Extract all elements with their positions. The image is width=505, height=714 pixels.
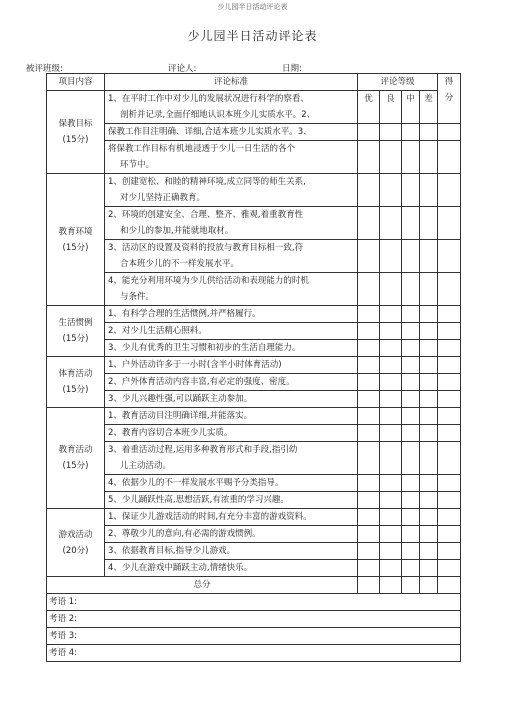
grade-cell[interactable]	[380, 306, 402, 323]
score-cell[interactable]	[438, 174, 461, 207]
category-cell	[47, 306, 105, 357]
item-header: 项目内容	[47, 74, 105, 91]
score-cell[interactable]	[438, 207, 461, 240]
criteria-line: 3、活动区的设置及资料的投放与教育目标相一致,符	[108, 243, 304, 253]
grade-cell[interactable]	[380, 124, 402, 141]
criteria-line: 3、少儿兴趣性强,可以踊跃主动参加。	[108, 394, 253, 404]
criteria-cell	[105, 526, 358, 543]
grade-cell[interactable]	[402, 509, 420, 526]
table-row	[47, 207, 461, 240]
criteria-line: 2、尊敬少儿的意向,有必需的游戏惯例。	[108, 529, 261, 539]
category-points: (15分)	[62, 334, 89, 344]
grade-cell[interactable]	[358, 207, 380, 240]
criteria-line: 1、在平时工作中对少儿的发展状况进行科学的察看、	[108, 94, 309, 104]
grade-cell[interactable]	[380, 207, 402, 240]
total-cell[interactable]	[380, 577, 402, 594]
criteria-line: 和少儿的参加,并能就地取材。	[120, 226, 234, 236]
category-cell	[47, 408, 105, 509]
criteria-cell	[105, 560, 358, 577]
grade-cell[interactable]	[402, 526, 420, 543]
score-cell[interactable]	[438, 492, 461, 509]
grade-cell[interactable]	[358, 560, 380, 577]
score-cell[interactable]	[438, 526, 461, 543]
criteria-line: 5、少儿踊跃性高,思想活跃,有浓重的学习兴趣。	[108, 495, 289, 505]
page-title: 少儿园半日活动评论表	[187, 29, 318, 43]
grade-cell[interactable]	[358, 174, 380, 207]
table-row	[47, 124, 461, 141]
criteria-cell	[105, 273, 358, 306]
category-name: 游戏活动	[58, 529, 93, 540]
criteria-header: 评论标准	[105, 74, 358, 91]
grade-cell[interactable]	[420, 391, 438, 408]
grade-cell[interactable]	[358, 124, 380, 141]
criteria-line: 1、保证少儿游戏活动的时间,有充分丰富的游戏资料。	[108, 512, 312, 522]
grade-cell[interactable]	[402, 357, 420, 374]
grade-cell[interactable]	[420, 543, 438, 560]
score-cell[interactable]	[438, 240, 461, 273]
category-cell	[47, 174, 105, 306]
total-cell[interactable]	[358, 577, 380, 594]
grade-cell[interactable]	[402, 124, 420, 141]
table-row	[47, 475, 461, 492]
grade-cell[interactable]	[420, 91, 438, 124]
total-cell[interactable]	[420, 577, 438, 594]
criteria-line: 1、户外活动许多于一小时(含半小时体育活动)	[108, 360, 282, 370]
grade-cell[interactable]	[358, 391, 380, 408]
criteria-cell	[105, 124, 358, 141]
category-name: 体育活动	[58, 369, 93, 379]
grade-cell[interactable]	[402, 442, 420, 475]
grade-cell[interactable]	[380, 475, 402, 492]
total-cell[interactable]	[438, 577, 461, 594]
grade-cell[interactable]	[380, 323, 402, 340]
grade-cell[interactable]	[358, 543, 380, 560]
criteria-line: 3、着重活动过程,运用多种教育形式和手段,指引幼	[108, 445, 298, 455]
grade-cell[interactable]	[420, 374, 438, 391]
grade-cell[interactable]	[380, 357, 402, 374]
table-row	[47, 442, 461, 475]
criteria-line: 1、有科学合理的生活惯例,并严格履行。	[108, 309, 261, 319]
category-name: 保教目标	[58, 119, 93, 129]
total-row	[47, 577, 461, 594]
criteria-line: 环节中。	[120, 160, 155, 170]
evaluation-table	[46, 73, 461, 662]
table-row	[47, 526, 461, 543]
score-cell[interactable]	[438, 306, 461, 323]
table-row	[47, 408, 461, 425]
grade-cell[interactable]	[358, 374, 380, 391]
category-points: (15分)	[62, 135, 89, 145]
comment-label: 考语 1:	[47, 594, 461, 611]
grade-cell[interactable]	[358, 323, 380, 340]
score-header-label: 得分	[444, 77, 454, 103]
criteria-line: 4、少儿在游戏中踊跃主动,情绪快乐。	[108, 563, 253, 573]
grade-cell[interactable]	[420, 475, 438, 492]
grade-cell[interactable]	[402, 475, 420, 492]
grade-cell[interactable]	[420, 357, 438, 374]
grade-cell[interactable]	[420, 141, 438, 174]
score-cell[interactable]	[438, 273, 461, 306]
grade-cell[interactable]	[380, 408, 402, 425]
criteria-cell	[105, 306, 358, 323]
table-row	[47, 374, 461, 391]
grade-cell[interactable]	[420, 306, 438, 323]
grade-cell[interactable]	[420, 425, 438, 442]
category-points: (15分)	[62, 461, 89, 471]
grade-header: 评论等级	[358, 74, 438, 91]
grade-cell[interactable]	[380, 240, 402, 273]
grade-cell[interactable]	[420, 240, 438, 273]
criteria-cell	[105, 357, 358, 374]
criteria-line: 剖析并记录,全面仔细地认识本班少儿实质水平。2、	[120, 110, 316, 120]
table-row	[47, 340, 461, 357]
criteria-line: 合本班少儿的不一样发展水平。	[120, 259, 240, 269]
grade-cell[interactable]	[358, 357, 380, 374]
category-cell	[47, 91, 105, 174]
grade-cell[interactable]	[402, 543, 420, 560]
criteria-line: 1、创建宽松、和睦的精神环境,成立同等的师生关系,	[108, 177, 306, 187]
category-name: 生活惯例	[58, 318, 93, 328]
grade-cell[interactable]	[420, 560, 438, 577]
grade-cell[interactable]	[420, 207, 438, 240]
criteria-cell	[105, 442, 358, 475]
table-row	[47, 391, 461, 408]
grade-cell[interactable]	[358, 91, 380, 124]
score-cell[interactable]	[438, 543, 461, 560]
grade-cell[interactable]	[380, 492, 402, 509]
grade-cell[interactable]	[380, 509, 402, 526]
comment-row	[47, 628, 461, 645]
grade-cell[interactable]	[380, 560, 402, 577]
grade-cell[interactable]	[358, 141, 380, 174]
criteria-cell	[105, 374, 358, 391]
grade-cell[interactable]	[358, 492, 380, 509]
grade-cell[interactable]	[420, 442, 438, 475]
grade-cell[interactable]	[358, 240, 380, 273]
grade-label: 中	[406, 94, 415, 104]
criteria-cell	[105, 174, 358, 207]
score-cell[interactable]	[438, 124, 461, 141]
criteria-line: 与条件。	[120, 292, 155, 302]
score-cell[interactable]	[438, 560, 461, 577]
grade-cell[interactable]	[420, 174, 438, 207]
criteria-line: 2、对少儿生活精心照料。	[108, 326, 207, 336]
total-label: 总分	[47, 577, 358, 594]
grade-cell[interactable]	[420, 509, 438, 526]
table-row	[47, 141, 461, 174]
score-cell[interactable]	[438, 425, 461, 442]
criteria-line: 4、能充分利用环境为少儿供给活动和表现能力的时机	[108, 276, 309, 286]
criteria-line: 保教工作目注明确、详细,合适本班少儿实质水平。3、	[108, 127, 312, 137]
table-row	[47, 306, 461, 323]
score-cell[interactable]	[438, 374, 461, 391]
criteria-cell	[105, 543, 358, 560]
grade-cell[interactable]	[402, 240, 420, 273]
category-name: 教育活动	[58, 445, 93, 455]
grade-cell[interactable]	[420, 492, 438, 509]
grade-cell[interactable]	[358, 442, 380, 475]
table-row	[47, 492, 461, 509]
header-row	[47, 74, 461, 91]
score-cell[interactable]	[438, 408, 461, 425]
category-points: (15分)	[62, 242, 89, 253]
grade-cell[interactable]	[380, 526, 402, 543]
score-cell[interactable]	[438, 141, 461, 174]
criteria-line: 将保教工作目标有机地浸透于少儿一日生活的各个	[108, 144, 296, 154]
page-header: 少儿园半日活动评论表	[217, 3, 288, 11]
criteria-line: 2、户外体育活动内容丰富,有必定的强度、密度。	[108, 377, 295, 387]
comment-label: 考语 2:	[47, 611, 461, 628]
grade-cell[interactable]	[402, 425, 420, 442]
table-row	[47, 425, 461, 442]
grade-cell[interactable]	[402, 273, 420, 306]
total-cell[interactable]	[402, 577, 420, 594]
grade-cell[interactable]	[358, 526, 380, 543]
criteria-line: 3、依据教育目标,指导少儿游戏。	[108, 546, 236, 556]
grade-cell[interactable]	[380, 273, 402, 306]
comment-label: 考语 4:	[47, 645, 461, 662]
grade-cell[interactable]	[380, 442, 402, 475]
table-row	[47, 323, 461, 340]
criteria-line: 儿主动活动。	[120, 461, 172, 471]
criteria-cell	[105, 207, 358, 240]
criteria-line: 对少儿坚持正确教育。	[120, 193, 206, 203]
score-cell[interactable]	[438, 509, 461, 526]
criteria-line: 1、教育活动目注明确详细,并能落实。	[108, 411, 253, 421]
criteria-cell	[105, 425, 358, 442]
criteria-cell	[105, 391, 358, 408]
score-cell[interactable]	[438, 357, 461, 374]
grade-label: 差	[424, 94, 433, 104]
date-label: 日期:	[282, 64, 302, 74]
grade-cell[interactable]	[420, 526, 438, 543]
grade-cell[interactable]	[358, 425, 380, 442]
grade-cell[interactable]	[420, 408, 438, 425]
table-row	[47, 357, 461, 374]
criteria-line: 2、环境的创建安全、合理、整齐、雅观,着重教育性	[108, 210, 304, 220]
grade-cell[interactable]	[380, 174, 402, 207]
grade-cell[interactable]	[402, 374, 420, 391]
grade-cell[interactable]	[402, 323, 420, 340]
grade-cell[interactable]	[380, 141, 402, 174]
table-row	[47, 560, 461, 577]
category-points: (15分)	[62, 385, 89, 395]
criteria-cell	[105, 408, 358, 425]
grade-cell[interactable]	[402, 391, 420, 408]
criteria-cell	[105, 240, 358, 273]
grade-cell[interactable]	[402, 141, 420, 174]
class-label: 被评班级:	[26, 64, 63, 74]
grade-cell[interactable]	[380, 425, 402, 442]
grade-cell[interactable]	[420, 323, 438, 340]
grade-cell[interactable]	[402, 492, 420, 509]
grade-cell[interactable]	[402, 91, 420, 124]
grade-cell[interactable]	[402, 174, 420, 207]
score-cell[interactable]	[438, 475, 461, 492]
grade-cell[interactable]	[380, 543, 402, 560]
criteria-line: 2、教育内容切合本班少儿实质。	[108, 428, 233, 438]
criteria-cell	[105, 492, 358, 509]
criteria-cell	[105, 509, 358, 526]
comment-row	[47, 594, 461, 611]
table-row	[47, 543, 461, 560]
category-cell	[47, 357, 105, 408]
criteria-cell	[105, 141, 358, 174]
grade-cell[interactable]	[358, 273, 380, 306]
table-row	[47, 273, 461, 306]
category-cell	[47, 509, 105, 577]
comment-label: 考语 3:	[47, 628, 461, 645]
table-row	[47, 509, 461, 526]
grade-cell[interactable]	[380, 340, 402, 357]
grade-cell[interactable]	[402, 408, 420, 425]
criteria-line: 4、依据少儿的不一样发展水平赐予分类指导。	[108, 478, 284, 488]
reviewer-label: 评论人:	[168, 64, 197, 74]
score-cell[interactable]	[438, 442, 461, 475]
comment-row	[47, 645, 461, 662]
grade-cell[interactable]	[358, 306, 380, 323]
criteria-cell	[105, 340, 358, 357]
score-cell[interactable]	[438, 340, 461, 357]
table-row	[47, 174, 461, 207]
criteria-line: 3、少儿有优秀的卫生习惯和初步的生活自理能力。	[108, 343, 301, 353]
score-header	[438, 74, 461, 124]
score-cell[interactable]	[438, 323, 461, 340]
criteria-cell	[105, 91, 358, 124]
grade-cell[interactable]	[402, 306, 420, 323]
grade-cell[interactable]	[358, 509, 380, 526]
criteria-cell	[105, 323, 358, 340]
table-row	[47, 91, 461, 124]
grade-cell[interactable]	[380, 374, 402, 391]
grade-label: 优	[364, 94, 373, 104]
grade-cell[interactable]	[402, 340, 420, 357]
grade-cell[interactable]	[402, 560, 420, 577]
grade-cell[interactable]	[380, 91, 402, 124]
grade-label: 良	[386, 94, 395, 104]
grade-cell[interactable]	[420, 124, 438, 141]
grade-cell[interactable]	[358, 475, 380, 492]
grade-cell[interactable]	[402, 207, 420, 240]
grade-cell[interactable]	[420, 340, 438, 357]
comment-row	[47, 611, 461, 628]
grade-cell[interactable]	[358, 408, 380, 425]
score-cell[interactable]	[438, 391, 461, 408]
category-name: 教育环境	[58, 226, 93, 237]
table-row	[47, 240, 461, 273]
grade-cell[interactable]	[358, 340, 380, 357]
grade-cell[interactable]	[380, 391, 402, 408]
grade-cell[interactable]	[420, 273, 438, 306]
category-points: (20分)	[62, 545, 89, 556]
criteria-cell	[105, 475, 358, 492]
